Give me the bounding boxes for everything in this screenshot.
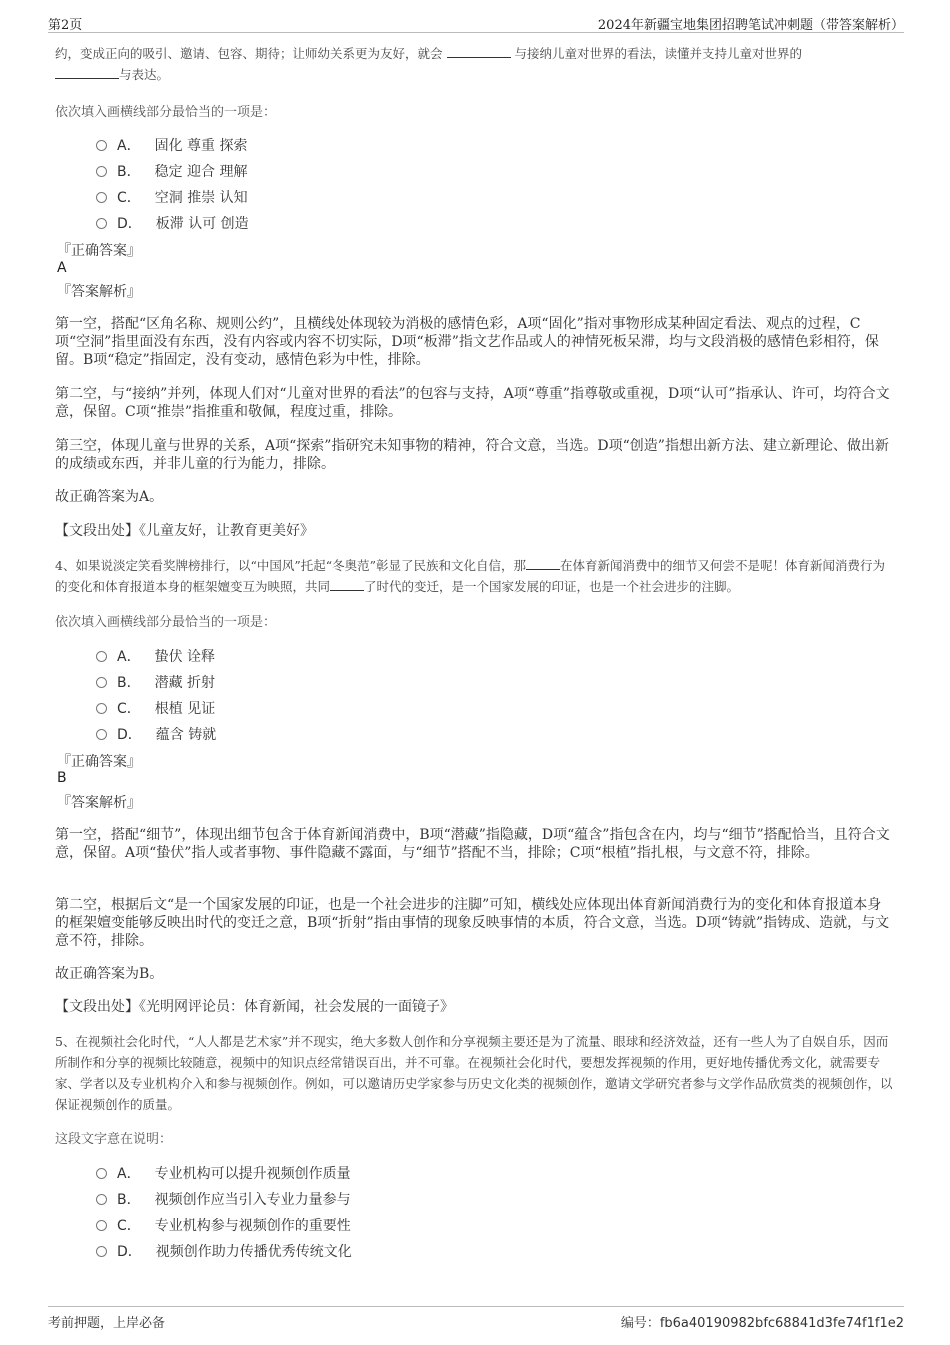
radio-icon[interactable] xyxy=(96,703,107,714)
radio-icon[interactable] xyxy=(96,192,107,203)
q3-prompt: 依次填入画横线部分最恰当的一项是： xyxy=(55,105,277,120)
q4-stem: 4、如果说淡定笑看奖牌榜排行，以“中国风”托起“冬奥范”彰显了民族和文化自信，那 在体育新闻消费中的细节又何尝不是呢！体育新闻消费行为的变化和体育报道本身的框架嬗变互为映照，共同 了时代的变迁，是一个国家发展的印证，也是一个社会进步的注脚。 xyxy=(55,558,886,594)
q3-option-a[interactable]: A． 固化 尊重 探索 xyxy=(96,135,247,155)
page-header xyxy=(48,8,904,33)
document-code: 编号：fb6a40190982bfc68841d3fe74f1f1e2 xyxy=(620,1316,904,1331)
radio-icon[interactable] xyxy=(96,166,107,177)
radio-icon[interactable] xyxy=(96,1194,107,1205)
analysis-label: 『答案解析』 xyxy=(57,795,141,811)
analysis-conclusion: 故正确答案为B。 xyxy=(55,966,164,982)
analysis-conclusion: 故正确答案为A。 xyxy=(55,489,164,505)
source-citation: 【文段出处】《光明网评论员：体育新闻，社会发展的一面镜子》 xyxy=(55,999,454,1015)
analysis-paragraph: 第二空，与“接纳”并列，体现人们对“儿童对世界的看法”的包容与支持，A项“尊重”指尊敬或重视，D项“认可”指承认、许可，均符合文意，保留。C项“推崇”指推重和敬佩，程度过重，排除。 xyxy=(55,386,890,420)
q4-prompt: 依次填入画横线部分最恰当的一项是： xyxy=(55,615,277,630)
blank-line xyxy=(526,557,560,570)
radio-icon[interactable] xyxy=(96,1168,107,1179)
radio-icon[interactable] xyxy=(96,1246,107,1257)
q3-stem-continuation: 约，变成正向的吸引、邀请、包容、期待；让师幼关系更为友好，就会 与接纳儿童对世界的看法，读懂并支持儿童对世界的 与表达。 xyxy=(55,46,802,82)
q3-option-b[interactable]: B． 稳定 迎合 理解 xyxy=(96,161,248,181)
q4-option-b[interactable]: B． 潜藏 折射 xyxy=(96,672,215,692)
q5-option-b[interactable]: B． 视频创作应当引入专业力量参与 xyxy=(96,1189,351,1209)
page-footer xyxy=(48,1306,904,1331)
analysis-paragraph: 第一空，搭配“区角名称、规则公约”，且横线处体现较为消极的感情色彩，A项“固化”指对事物形成某种固定看法、观点的过程，C项“空洞”指里面没有东西，没有内容或内容不切实际，D项“板滞”指文艺作品或人的神情死板呆滞，均与文段消极的感情色彩相符，保留。B项“稳定”指固定，没有变动，感情色彩为中性，排除。 xyxy=(55,316,879,368)
answer-value: B xyxy=(57,770,67,786)
q5-option-a[interactable]: A． 专业机构可以提升视频创作质量 xyxy=(96,1163,351,1183)
analysis-paragraph: 第二空，根据后文“是一个国家发展的印证，也是一个社会进步的注脚”可知，横线处应体现出体育新闻消费行为的变化和体育报道本身的框架嬗变能够反映出时代的变迁之意，B项“折射”指由事情的现象反映事情的本质，符合文意，当选。D项“铸就”指铸成、造就，与文意不符，排除。 xyxy=(55,897,890,949)
analysis-paragraph: 第三空，体现儿童与世界的关系，A项“探索”指研究未知事物的精神，符合文意，当选。D项“创造”指想出新方法、建立新理论、做出新的成绩或东西，并非儿童的行为能力，排除。 xyxy=(55,438,889,472)
footer-slogan: 考前押题，上岸必备 xyxy=(48,1316,166,1331)
q5-option-c[interactable]: C． 专业机构参与视频创作的重要性 xyxy=(96,1215,351,1235)
blank-line xyxy=(55,66,119,79)
q5-stem: 5、在视频社会化时代，“人人都是艺术家”并不现实，绝大多数人创作和分享视频主要还是为了流量、眼球和经济效益，还有一些人为了自娱自乐，因而所制作和分享的视频比较随意，视频中的知识点经常错误百出，并不可靠。在视频社会化时代，要想发挥视频的作用，更好地传播优秀文化，就需要专家、学者以及专业机构介入和参与视频创作。例如，可以邀请历史学家参与历史文化类的视频创作，邀请文学研究者参与文学作品欣赏类的视频创作，以保证视频创作的质量。 xyxy=(55,1034,893,1112)
answer-label: 『正确答案』 xyxy=(57,754,141,770)
q5-prompt: 这段文字意在说明： xyxy=(55,1132,173,1147)
blank-line xyxy=(330,578,364,591)
analysis-label: 『答案解析』 xyxy=(57,284,141,300)
answer-label: 『正确答案』 xyxy=(57,243,141,259)
blank-line xyxy=(447,45,511,58)
radio-icon[interactable] xyxy=(96,140,107,151)
radio-icon[interactable] xyxy=(96,1220,107,1231)
answer-value: A xyxy=(57,260,67,276)
radio-icon[interactable] xyxy=(96,677,107,688)
radio-icon[interactable] xyxy=(96,218,107,229)
q5-option-d[interactable]: D． 视频创作助力传播优秀传统文化 xyxy=(96,1241,352,1261)
q4-option-c[interactable]: C． 根植 见证 xyxy=(96,698,215,718)
q3-option-d[interactable]: D． 板滞 认可 创造 xyxy=(96,213,249,233)
q3-option-c[interactable]: C． 空洞 推崇 认知 xyxy=(96,187,248,207)
source-citation: 【文段出处】《儿童友好，让教育更美好》 xyxy=(55,523,314,539)
q4-option-d[interactable]: D． 蕴含 铸就 xyxy=(96,724,216,744)
document-title: 2024年新疆宝地集团招聘笔试冲刺题（带答案解析） xyxy=(597,18,904,33)
radio-icon[interactable] xyxy=(96,729,107,740)
radio-icon[interactable] xyxy=(96,651,107,662)
analysis-paragraph: 第一空，搭配“细节”，体现出细节包含于体育新闻消费中，B项“潜藏”指隐藏，D项“蕴含”指包含在内，均与“细节”搭配恰当，且符合文意，保留。A项“蛰伏”指人或者事物、事件隐藏不露面，与“细节”搭配不当，排除；C项“根植”指扎根，与文意不符，排除。 xyxy=(55,827,890,861)
page-number: 第2页 xyxy=(48,18,83,33)
q4-option-a[interactable]: A． 蛰伏 诠释 xyxy=(96,646,215,666)
